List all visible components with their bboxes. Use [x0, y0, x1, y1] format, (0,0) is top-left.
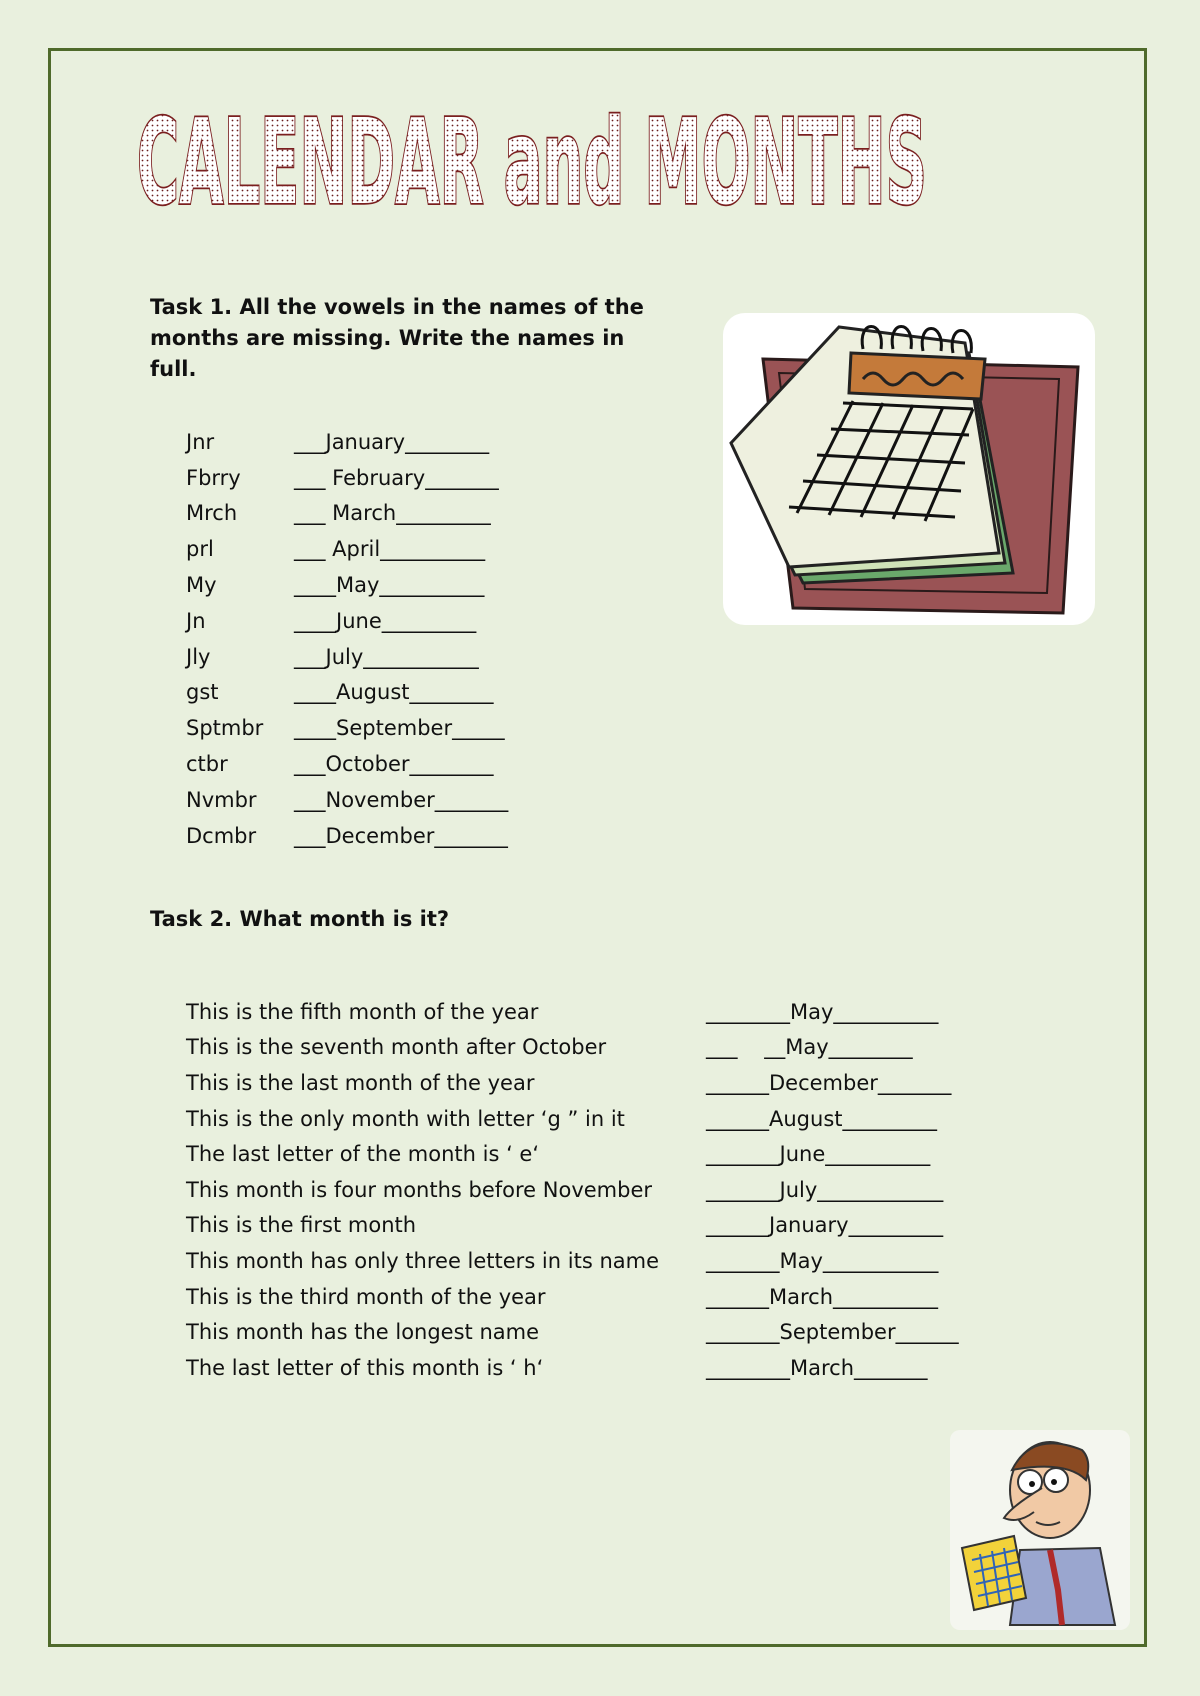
answer-blank[interactable]: ___October________ — [294, 752, 494, 777]
answer-blank[interactable]: _______May___________ — [706, 1248, 939, 1273]
answer-blank[interactable]: ____June_________ — [294, 608, 477, 633]
list-item — [186, 496, 508, 532]
list-item — [186, 531, 508, 567]
month-abbreviation: Mrch — [186, 501, 238, 526]
list-item — [186, 1350, 1046, 1386]
month-abbreviation: gst — [186, 680, 219, 705]
calendar-illustration — [723, 313, 1095, 625]
task1-heading: Task 1. All the vowels in the names of the months are missing. Write the names in full. — [150, 295, 644, 381]
list-item — [186, 1172, 1046, 1208]
list-item — [186, 567, 508, 603]
list-item — [186, 710, 508, 746]
answer-blank[interactable]: ______March__________ — [706, 1284, 939, 1309]
answer-blank[interactable]: ___ February_______ — [294, 465, 499, 490]
list-item — [186, 1314, 1046, 1350]
question-text: This is the only month with letter ‘g ” in it — [186, 1106, 625, 1131]
task1-list — [186, 424, 508, 854]
month-abbreviation: Jly — [186, 644, 211, 669]
question-text: This month has the longest name — [186, 1320, 540, 1345]
answer-blank[interactable]: ______December_______ — [706, 1070, 952, 1095]
answer-blank[interactable]: ____May__________ — [294, 573, 485, 598]
answer-blank[interactable]: ________May__________ — [706, 999, 939, 1024]
list-item — [186, 782, 508, 818]
month-abbreviation: ctbr — [186, 752, 228, 777]
list-item — [186, 639, 508, 675]
list-item — [186, 1030, 1046, 1066]
answer-blank[interactable]: ___January________ — [294, 429, 490, 454]
list-item — [186, 603, 508, 639]
answer-blank[interactable]: ___ __May________ — [706, 1035, 913, 1060]
question-text: This is the fifth month of the year — [186, 999, 539, 1024]
list-item — [186, 746, 508, 782]
answer-blank[interactable]: _______July____________ — [706, 1177, 944, 1202]
list-item — [186, 460, 508, 496]
answer-blank[interactable]: ______August_________ — [706, 1106, 937, 1131]
answer-blank[interactable]: ___ April__________ — [294, 537, 486, 562]
question-text: The last letter of the month is ‘ e‘ — [186, 1142, 540, 1167]
month-abbreviation: Jnr — [186, 429, 215, 454]
answer-blank[interactable]: _______September______ — [706, 1320, 959, 1345]
page-title-wordart — [135, 88, 935, 218]
question-text: This is the seventh month after October — [186, 1035, 607, 1060]
answer-blank[interactable]: _______June__________ — [706, 1142, 931, 1167]
question-text: The last letter of this month is ‘ h‘ — [186, 1355, 544, 1380]
list-item — [186, 818, 508, 854]
question-text: This is the first month — [186, 1213, 417, 1238]
list-item — [186, 1136, 1046, 1172]
month-abbreviation: Fbrry — [186, 465, 241, 490]
question-text: This month has only three letters in its name — [186, 1248, 659, 1273]
answer-blank[interactable]: ______January_________ — [706, 1213, 944, 1238]
list-item — [186, 994, 1046, 1030]
month-abbreviation: prl — [186, 537, 214, 562]
month-abbreviation: Dcmbr — [186, 823, 257, 848]
question-text: This is the last month of the year — [186, 1070, 535, 1095]
list-item — [186, 1208, 1046, 1244]
month-abbreviation: My — [186, 573, 217, 598]
list-item — [186, 1065, 1046, 1101]
man-with-calendar-illustration — [950, 1430, 1130, 1630]
month-abbreviation: Sptmbr — [186, 716, 264, 741]
question-text: This is the third month of the year — [186, 1284, 546, 1309]
list-item — [186, 1243, 1046, 1279]
month-abbreviation: Nvmbr — [186, 787, 257, 812]
answer-blank[interactable]: ____August________ — [294, 680, 494, 705]
list-item — [186, 1101, 1046, 1137]
answer-blank[interactable]: ___ March_________ — [294, 501, 491, 526]
month-abbreviation: Jn — [186, 608, 206, 633]
list-item — [186, 675, 508, 711]
task2-heading: Task 2. What month is it? — [150, 907, 450, 931]
answer-blank[interactable]: ___November_______ — [294, 787, 509, 812]
task2-list — [186, 994, 1046, 1386]
answer-blank[interactable]: ___July___________ — [294, 644, 479, 669]
answer-blank[interactable]: ____September_____ — [294, 716, 505, 741]
answer-blank[interactable]: ___December_______ — [294, 823, 508, 848]
list-item — [186, 1279, 1046, 1315]
page-title: CALENDAR and MONTHS — [137, 93, 927, 218]
question-text: This month is four months before November — [186, 1177, 653, 1202]
answer-blank[interactable]: ________March_______ — [706, 1355, 928, 1380]
list-item — [186, 424, 508, 460]
